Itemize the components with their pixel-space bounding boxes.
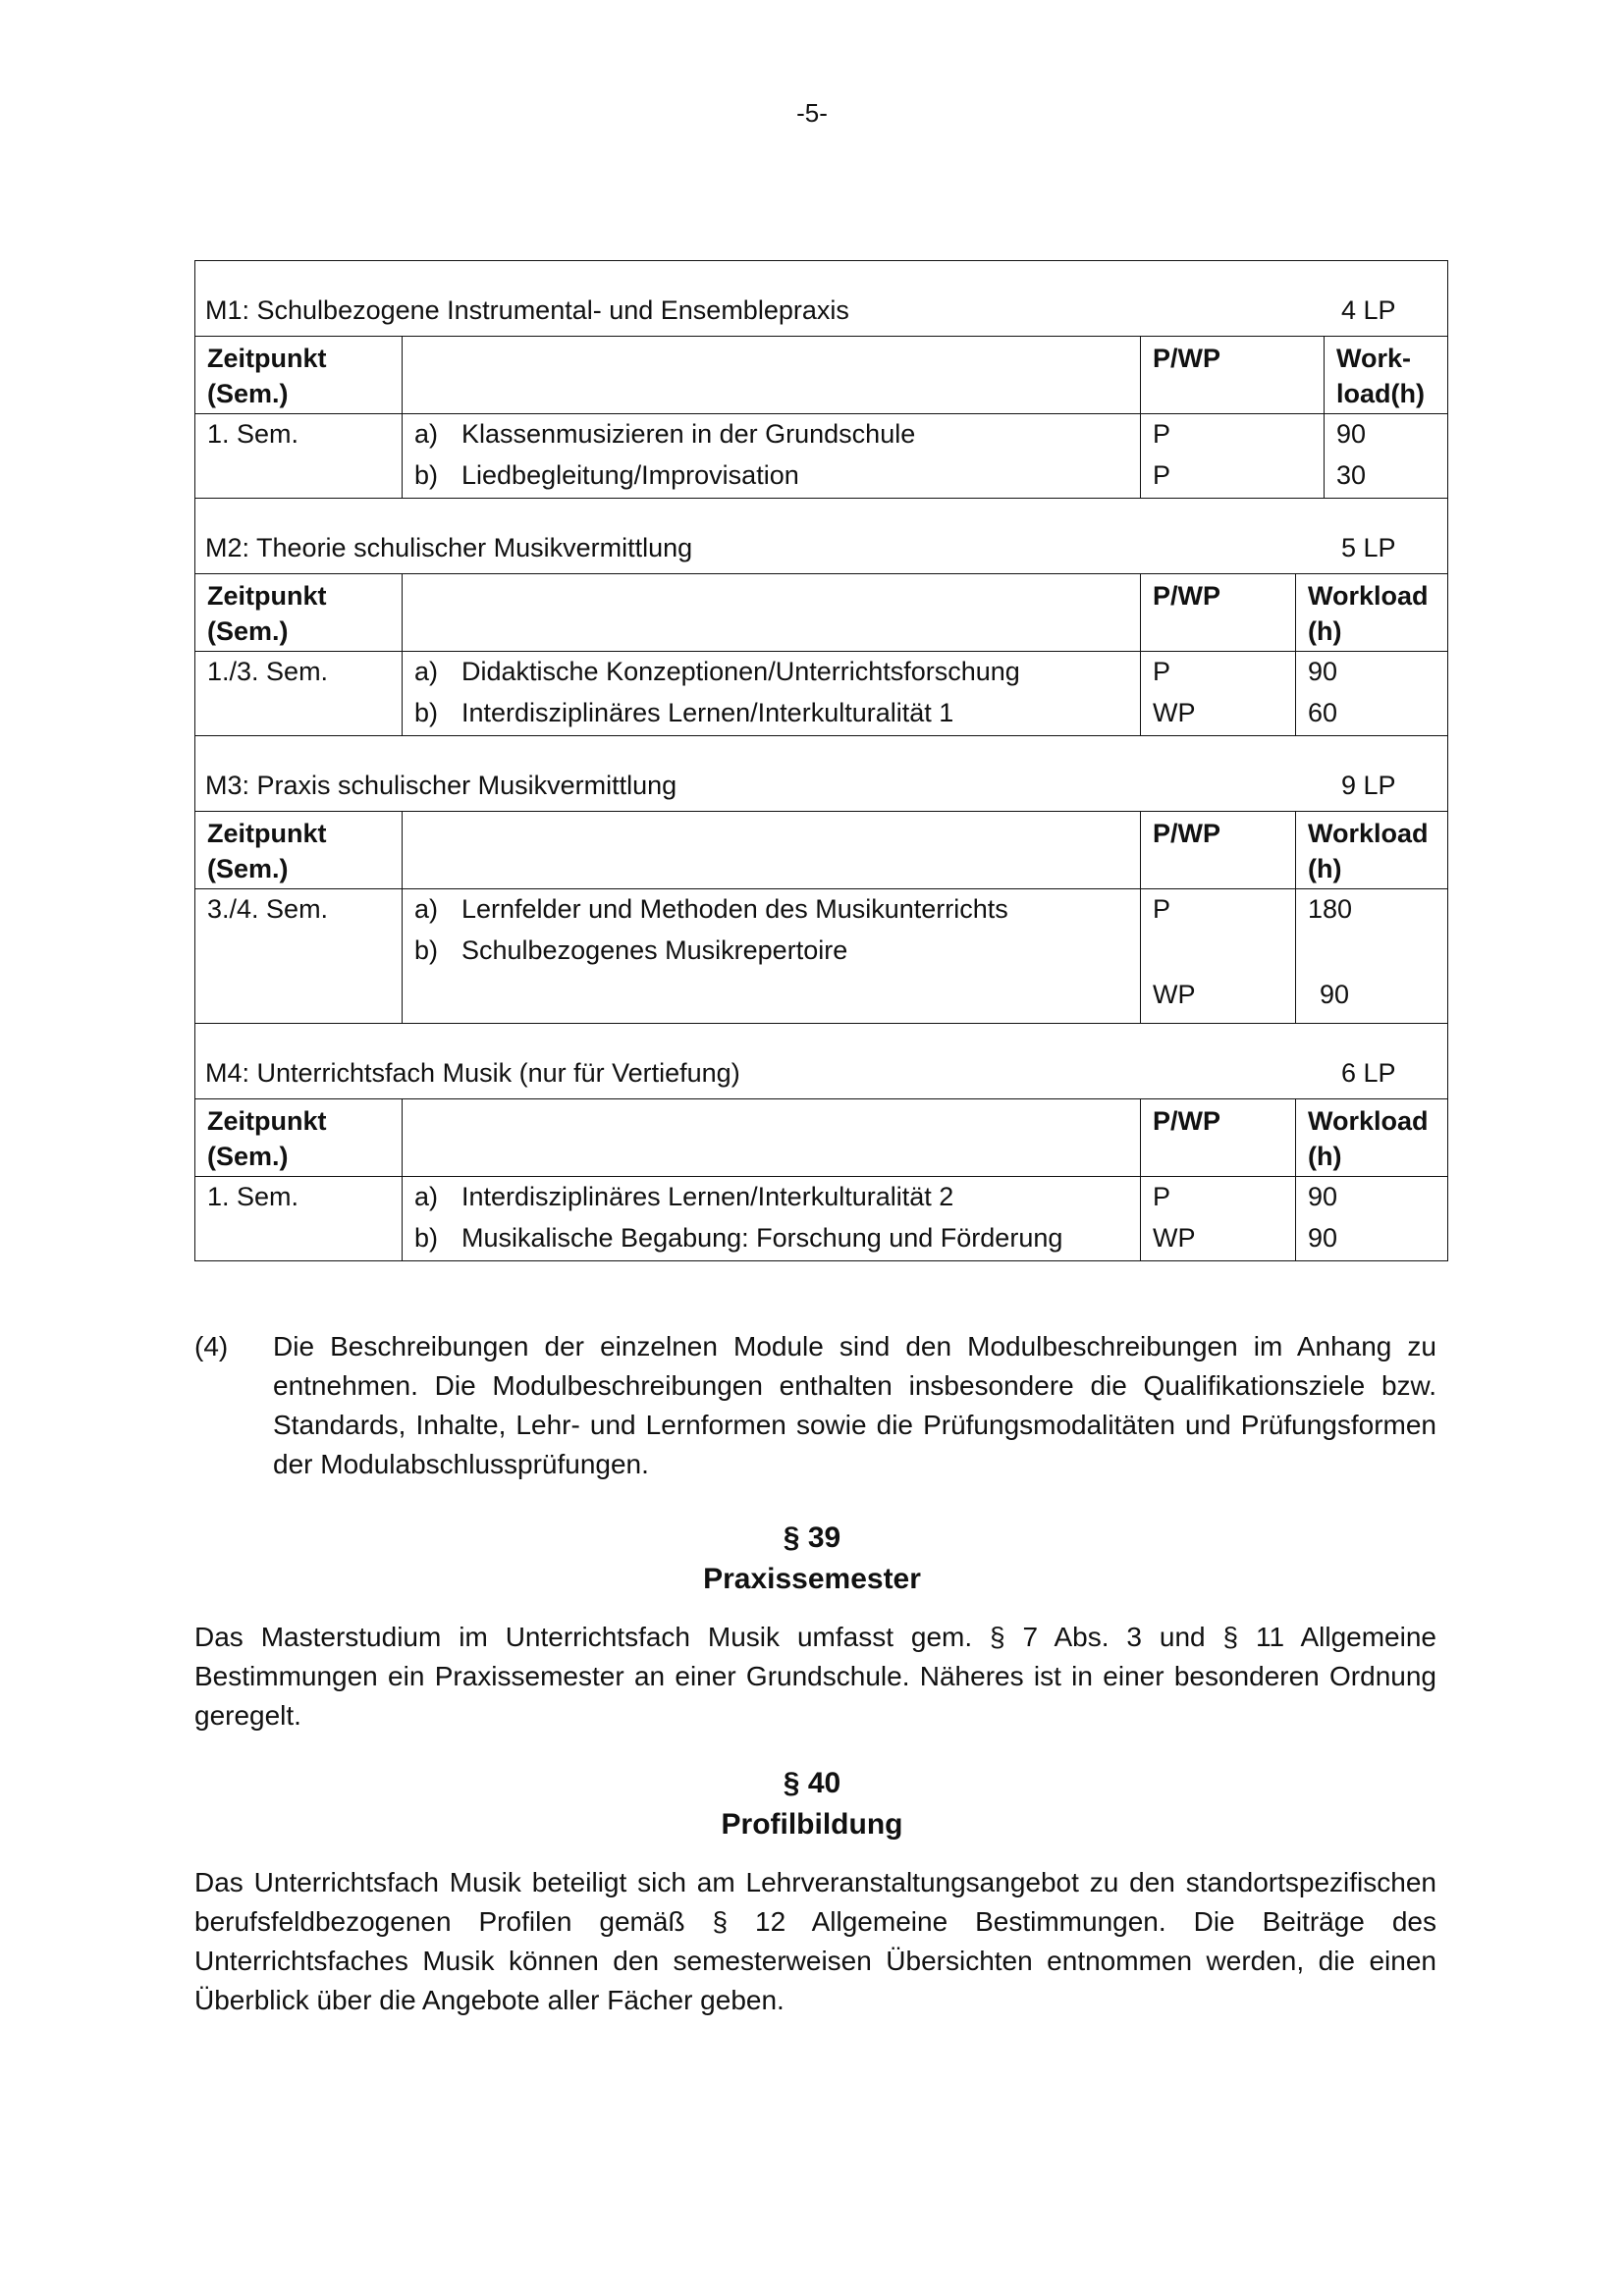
course-row: a) Interdisziplinäres Lernen/Interkulturalität 2 xyxy=(414,1182,954,1211)
workload-cell: 60 xyxy=(1308,698,1338,727)
course-row: a) Klassenmusizieren in der Grundschule xyxy=(414,419,916,449)
table-body-row xyxy=(195,651,1447,735)
section-text: Das Masterstudium im Unterrichtsfach Musik umfasst gem. § 7 Abs. 3 und § 11 Allgemeine Bestimmungen ein Praxissemester an einer Grundschule. Näheres ist in einer besonderen Ordnung geregelt. xyxy=(194,1622,1436,1731)
section-number: § 40 xyxy=(783,1767,841,1799)
workload-cell xyxy=(1296,929,1447,973)
pwp-cell: WP xyxy=(1153,1223,1196,1253)
section-number: § 39 xyxy=(783,1522,841,1554)
pwp-cell: P xyxy=(1153,657,1171,686)
course-row: a) Didaktische Konzeptionen/Unterrichtsforschung xyxy=(414,657,1020,686)
table-header-row xyxy=(195,336,1447,413)
module-m2 xyxy=(195,498,1447,735)
course-row: b) Interdisziplinäres Lernen/Interkulturalität 1 xyxy=(414,698,954,727)
module-title-row xyxy=(195,261,1447,336)
paragraph-4 xyxy=(194,1327,1436,1484)
header-zeitpunkt: Zeitpunkt (Sem.) xyxy=(207,1106,327,1171)
pwp-cell: WP xyxy=(1153,698,1196,727)
paragraph-text: Die Beschreibungen der einzelnen Module sind den Modulbeschreibungen im Anhang zu entnehmen. Die Modulbeschreibungen enthalten insbesondere die Qualifikationsziele bzw. Standards, Inhalte, Lehr- und Lernformen sowie die Prüfungsmodalitäten und Prüfungsformen der Modulabschlussprüfungen. xyxy=(273,1331,1436,1479)
table-header-row xyxy=(195,573,1447,651)
workload-cell: 90 xyxy=(1308,657,1338,686)
module-title-row xyxy=(195,1024,1447,1098)
pwp-cell xyxy=(1141,929,1295,973)
semester-cell: 1. Sem. xyxy=(207,419,299,449)
header-pwp: P/WP xyxy=(1140,1099,1295,1176)
module-credits: 9 LP xyxy=(1341,771,1396,800)
module-credits: 4 LP xyxy=(1341,295,1396,325)
module-title-row xyxy=(195,499,1447,573)
table-body-row xyxy=(195,888,1447,1023)
module-title: M1: Schulbezogene Instrumental- und Ensemblepraxis xyxy=(205,295,849,325)
workload-cell: 180 xyxy=(1308,894,1353,924)
section-title: Praxissemester xyxy=(703,1563,921,1595)
workload-cell: 90 xyxy=(1308,1223,1338,1253)
module-title-row xyxy=(195,736,1447,811)
section-text: Das Unterrichtsfach Musik beteiligt sich am Lehrveranstaltungsangebot zu den standortspezifischen berufsfeldbezogenen Profilen gemäß § 12 Allgemeine Bestimmungen. Die Beiträge des Unterrichtsfaches Musik können den semesterweisen Übersichten entnommen werden, die einen Überblick über die Angebote aller Fächer geben. xyxy=(194,1867,1436,2015)
header-pwp: P/WP xyxy=(1140,812,1295,888)
pwp-cell: P xyxy=(1153,419,1171,449)
header-pwp: P/WP xyxy=(1140,574,1295,651)
modules-table xyxy=(194,260,1448,1261)
module-credits: 5 LP xyxy=(1341,533,1396,562)
paragraph-number: (4) xyxy=(194,1331,229,1362)
course-row xyxy=(403,973,1140,1023)
header-workload: Workload (h) xyxy=(1295,1099,1447,1176)
course-row: b) Liedbegleitung/Improvisation xyxy=(414,460,799,490)
pwp-cell: P xyxy=(1153,460,1171,490)
page-number: -5- xyxy=(796,98,828,128)
semester-cell: 1./3. Sem. xyxy=(207,657,329,686)
module-m3 xyxy=(195,735,1447,1023)
semester-cell: 3./4. Sem. xyxy=(207,894,329,924)
header-course xyxy=(402,574,1140,651)
pwp-cell: P xyxy=(1153,1182,1171,1211)
course-row: a) Lernfelder und Methoden des Musikunterrichts xyxy=(414,894,1008,924)
table-header-row xyxy=(195,1098,1447,1176)
header-zeitpunkt: Zeitpunkt (Sem.) xyxy=(207,581,327,646)
module-credits: 6 LP xyxy=(1341,1058,1396,1088)
semester-cell: 1. Sem. xyxy=(207,1182,299,1211)
header-workload: Workload (h) xyxy=(1295,574,1447,651)
module-title: M2: Theorie schulischer Musikvermittlung xyxy=(205,533,693,562)
pwp-cell: WP xyxy=(1153,980,1196,1009)
header-course xyxy=(402,812,1140,888)
course-row: b) Musikalische Begabung: Forschung und Förderung xyxy=(414,1223,1063,1253)
workload-cell: 30 xyxy=(1336,460,1367,490)
header-zeitpunkt: Zeitpunkt (Sem.) xyxy=(207,819,327,883)
header-workload: Work-load(h) xyxy=(1324,337,1447,413)
module-title: M4: Unterrichtsfach Musik (nur für Vertiefung) xyxy=(205,1058,740,1088)
workload-cell: 90 xyxy=(1320,980,1350,1009)
workload-cell: 90 xyxy=(1336,419,1367,449)
section-title: Profilbildung xyxy=(721,1808,903,1841)
header-zeitpunkt: Zeitpunkt (Sem.) xyxy=(207,344,327,408)
module-m4 xyxy=(195,1023,1447,1260)
header-pwp: P/WP xyxy=(1140,337,1324,413)
header-course xyxy=(402,1099,1140,1176)
table-body-row xyxy=(195,413,1447,498)
table-header-row xyxy=(195,811,1447,888)
course-row: b) Schulbezogenes Musikrepertoire xyxy=(414,935,848,965)
header-course xyxy=(402,337,1140,413)
workload-cell: 90 xyxy=(1308,1182,1338,1211)
table-body-row xyxy=(195,1176,1447,1260)
module-title: M3: Praxis schulischer Musikvermittlung xyxy=(205,771,677,800)
module-m1 xyxy=(195,261,1447,498)
header-workload: Workload (h) xyxy=(1295,812,1447,888)
pwp-cell: P xyxy=(1153,894,1171,924)
